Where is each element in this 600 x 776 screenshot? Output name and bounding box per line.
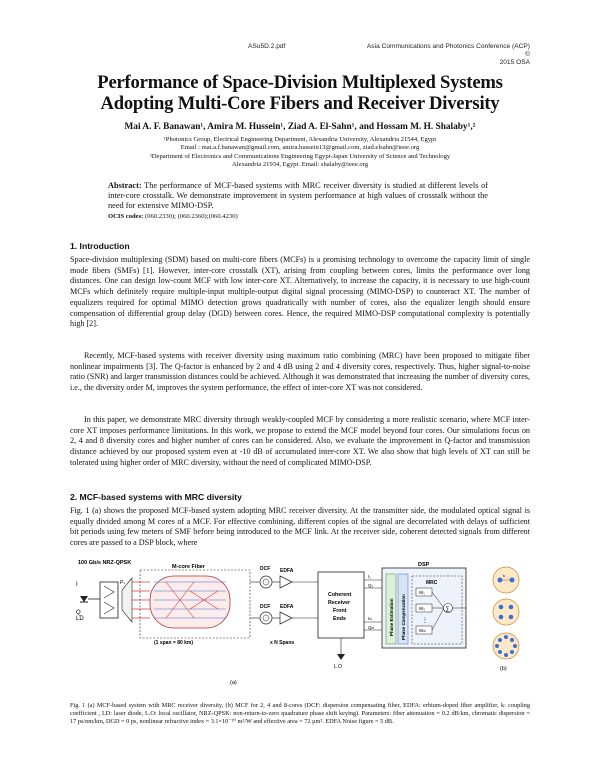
sum-label: ∑	[445, 606, 450, 613]
lo-label: L.O	[334, 664, 343, 670]
ocis-codes: (060.2330); (060.2360);(060.4230)	[145, 212, 238, 220]
delay-lines	[132, 582, 150, 618]
section-1-paragraph-3: In this paper, we demonstrate MRC diversity through weakly-coupled MCF by considering a more realistic scenario, where MCF inter-core XT imposes performance limitations. In this work, we propose to extend the MCF model beyond four cores. Our simulations focus on 2, 4 and 8 diversity cores and higher number of cores can be considered. Also, we evaluate the improvement in Q-factor and transmission distance achieved by our proposed system even at -10 dB of accumulated inter-core XT. We also show that high levels of XT can still be tolerated using higher order of MRC diversity, without the need of complicated MIMO-DSP.	[70, 415, 530, 467]
rx-line-3: Front	[333, 608, 347, 614]
section-1-paragraph-1: Space-division multiplexing (SDM) based on multi-core fibers (MCFs) is a promising technology to overcome the capacity limit of single mode fibers (SMFs) [1]. However, inter-core crosstalk (XT), arising from coupling between cores, limits the performance over long distances. One can design low-count MCF with low inter-core XT. Alternatively, to increase the capacity, it is necessary to use high-count MCFs which definitely require multiple-input multiple-output digital signal processing (MIMO-DSP) to counteract XT. The number of equalizers required for optimal MIMO detection grows quadratically with number of cores, also the equalizer length should ensure compensation of differential group delay (DGD) between cores. Hence, the required MIMO-DSP computational complexity is potentially high [2].	[70, 255, 530, 329]
edfa-1	[280, 568, 294, 588]
i1-label: I₁	[368, 574, 371, 579]
ocis-label: OCIS codes:	[108, 212, 144, 220]
dcf-1-label: DCF	[260, 566, 271, 572]
im-label: Iₘ	[368, 616, 373, 621]
affiliation-2-email: Alexandria 21934, Egypt. Email: shalaby@ieee.org	[231, 161, 369, 168]
header-file: ASu5D.2.pdf	[248, 43, 286, 50]
affiliation-2: ²Department of Electronics and Communications Engineering Egypt-Japan University of Science and Technology	[149, 153, 451, 160]
laser-diode-icon	[80, 596, 100, 602]
w1-label: W₁	[419, 590, 425, 595]
mcf-4-core	[493, 599, 519, 625]
edfa-1-label: EDFA	[280, 568, 294, 574]
modulator-box	[100, 582, 118, 618]
affiliation-1: ¹Photonics Group, Electrical Engineering Department, Alexandria University, Alexandria 21544, Egypt	[163, 136, 437, 143]
wm-label: Wₘ	[419, 628, 427, 633]
figure-1-caption: Fig. 1 (a) MCF-based system with MRC receiver diversity, (b) MCF for 2, 4 and 8-cores (DCF: dispersion compensating fiber, EDFA: erbium-doped fiber amplifier, k: coupling coefficient , LD: laser diode, L.O: local oscillator, NRZ-QPSK: non-return-to-zero quadrature phase shift keying). Parameters: fiber attenuation = 0.2 dB/km, chromatic dispersion = 17 ps/nm/km, DGD = 0 ps, nonlinear refractive index = 3.1×10⁻²⁰ m²/W and effective area = 72 μm². EDFA Noise figure = 5 dB.	[70, 702, 530, 725]
qm-label: Qₘ	[368, 625, 375, 630]
header-conference	[365, 43, 530, 67]
abstract-text: The performance of MCF-based systems with MRC receiver diversity is studied at different levels of inter-core crosstalk. We demonstrate improvement in system performance at high values of crosstalk without the need for extensive MIMO-DSP.	[108, 181, 488, 210]
section-2-paragraph-1: Fig. 1 (a) shows the proposed MCF-based system adopting MRC receiver diversity. At the transmitter side, the modulated optical signal is equally divided among M cores of a MCF. For effective combining, different copies of the signal are decorrelated with delays of sufficient bit periods using few meters of SMF before being introduced to the MCF link. At the receiver side, coherent detected signals from different cores are passed to a DSP block, where	[70, 506, 530, 548]
ps-label: Pₛ	[120, 580, 126, 586]
figure-1	[70, 558, 530, 700]
rx-line-1: Coherent	[328, 592, 352, 598]
dcf-1	[260, 566, 272, 588]
section-1-heading: 1. Introduction	[70, 241, 130, 251]
abstract	[108, 181, 488, 222]
title-line-1: Performance of Space-Division Multiplexed Systems	[97, 72, 503, 93]
ld-label: LD	[76, 616, 84, 622]
section-2-heading: 2. MCF-based systems with MRC diversity	[70, 492, 242, 502]
tx-label: 100 Gb/s NRZ-QPSK	[78, 560, 132, 566]
subfig-b-label: (b)	[500, 666, 507, 672]
authors: Mai A. F. Banawan¹, Amira M. Hussein¹, Ziad A. El-Sahn¹, and Hossam M. H. Shalaby¹,²	[124, 122, 476, 132]
dcf-2-label: DCF	[260, 604, 271, 610]
mcf-shape	[150, 576, 230, 628]
edfa-2	[280, 604, 294, 624]
q1-label: Q₁	[368, 583, 374, 588]
header-year: 2015 OSA	[499, 59, 530, 66]
affiliation-1-email: Email : mai.a.f.banawan@gmail.com, amira.hussein13@gmail.com, ziad.elsahn@ieee.org	[180, 144, 420, 151]
nspans-label: x N Spans	[270, 640, 295, 646]
mrc-label: MRC	[426, 580, 438, 586]
rx-line-2: Receiver	[328, 600, 351, 606]
abstract-label: Abstract:	[108, 181, 142, 190]
paper-title	[60, 72, 540, 114]
dots-label: ⋮	[422, 618, 428, 624]
k-label: k	[503, 573, 505, 578]
section-1-paragraph-2: Recently, MCF-based systems with receiver diversity using maximum ratio combining (MRC) have been proposed to mitigate fiber nonlinear impairments [3]. The Q-factor is enhanced by 2 and 4 dB using 2 and 4 diversity cores, respectively. Thus, higher signal-to-noise ratio (SNR) and larger transmission distances could be achieved. Although it was demonstrated that increasing the number of diversity cores, i.e., the diversity order M, improves the system performance, the effect of inter-core XT was not considered.	[70, 351, 530, 393]
rx-line-4: Ends	[333, 616, 346, 622]
phase-est-label: Phase Estimation	[389, 598, 394, 636]
w2-label: W₂	[419, 606, 425, 611]
link-lines	[250, 582, 318, 618]
mcf-2-core	[493, 567, 519, 593]
q-label: Q	[76, 610, 81, 616]
dsp-label: DSP	[418, 562, 430, 568]
span-label: (1 span = 80 km)	[154, 640, 194, 646]
edfa-2-label: EDFA	[280, 604, 294, 610]
dcf-2	[260, 604, 272, 624]
header-conference-name: Asia Communications and Photonics Conference (ACP) ©	[366, 43, 530, 58]
figure-1-diagram	[70, 558, 530, 700]
mcf-8-core	[493, 633, 519, 659]
phase-comp-label: Phase Compensation	[401, 594, 406, 640]
mcf-label: M-core Fiber	[172, 564, 206, 570]
subfig-a-label: (a)	[230, 680, 237, 686]
local-oscillator-icon	[337, 654, 345, 660]
i-label: I	[76, 582, 78, 588]
title-line-2: Adopting Multi-Core Fibers and Receiver Diversity	[100, 93, 500, 114]
